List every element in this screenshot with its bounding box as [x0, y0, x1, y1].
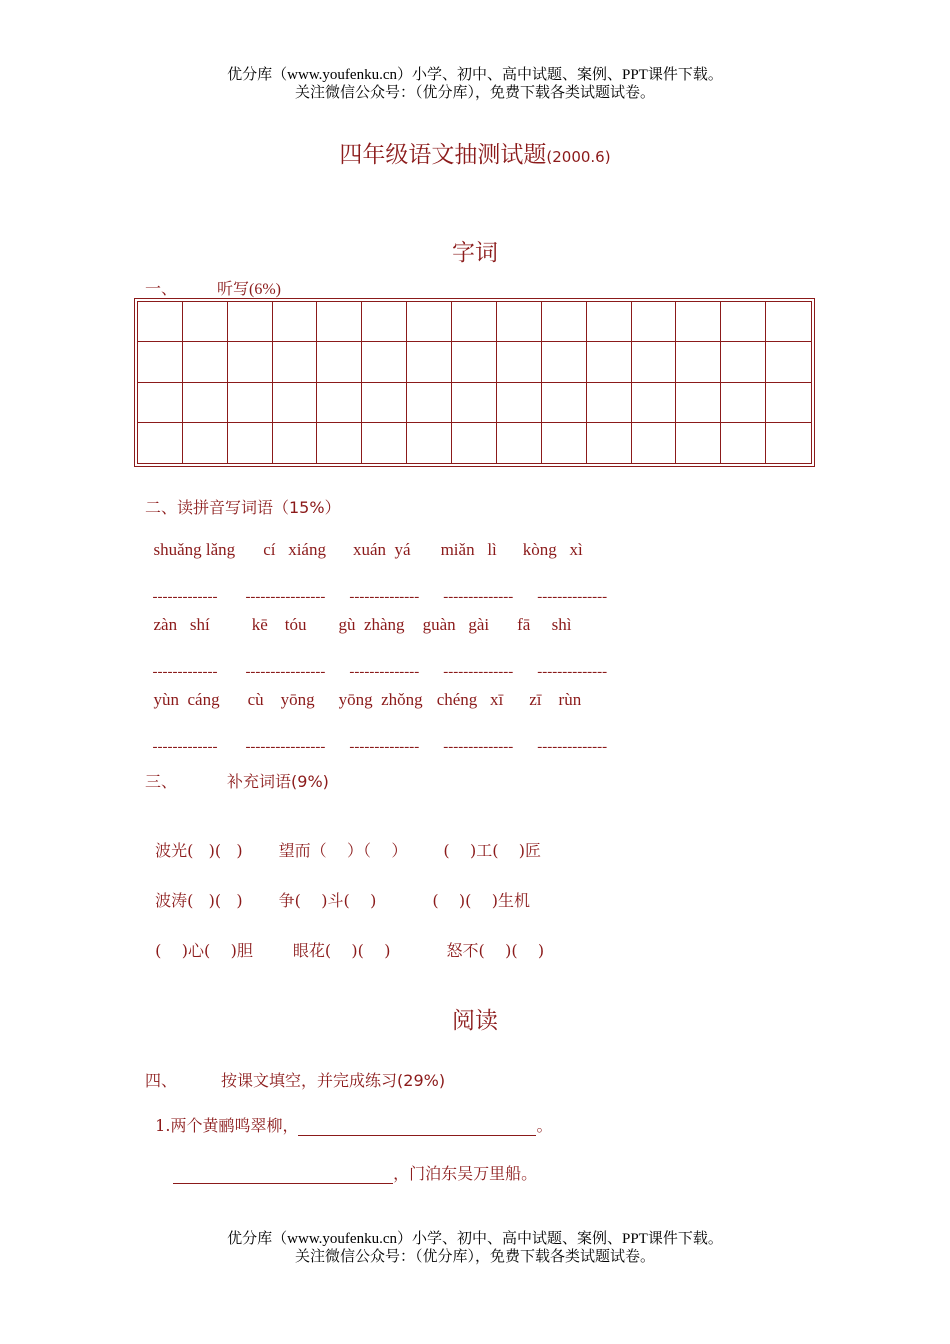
grid-cell[interactable] — [138, 383, 183, 423]
grid-cell[interactable] — [228, 302, 273, 342]
grid-cell[interactable] — [632, 302, 677, 342]
grid-cell[interactable] — [228, 383, 273, 423]
grid-cell[interactable] — [497, 423, 542, 463]
q2-pinyin-row-2 — [145, 595, 571, 635]
grid-cell[interactable] — [587, 383, 632, 423]
pinyin-item: zī rùn — [529, 690, 582, 709]
grid-cell[interactable] — [766, 383, 811, 423]
q1-label: 一、 — [145, 279, 178, 298]
grid-cell[interactable] — [587, 423, 632, 463]
grid-cell[interactable] — [632, 342, 677, 382]
q4-line-2 — [163, 1142, 537, 1184]
header-line-2: 关注微信公众号：（优分库），免费下载各类试题试卷。 — [294, 85, 655, 101]
grid-cell[interactable] — [407, 383, 452, 423]
pinyin-item: miǎn lì — [440, 540, 497, 559]
grid-cell[interactable] — [317, 302, 362, 342]
answer-dash: -------------- — [537, 589, 608, 605]
grid-cell[interactable] — [183, 302, 228, 342]
pinyin-item: kē tóu — [251, 615, 307, 634]
grid-cell[interactable] — [407, 342, 452, 382]
pinyin-item: gù zhàng — [338, 615, 405, 634]
q2-answer-line-3 — [145, 722, 607, 756]
pinyin-item: fā shì — [517, 615, 572, 634]
grid-cell[interactable] — [721, 302, 766, 342]
grid-cell[interactable] — [542, 383, 587, 423]
q2-pinyin-row-1 — [145, 520, 583, 560]
grid-cell[interactable] — [497, 383, 542, 423]
q4-line-1-prefix: 1.两个黄鹂鸣翠柳， — [155, 1116, 299, 1135]
grid-cell[interactable] — [676, 423, 721, 463]
grid-cell[interactable] — [766, 302, 811, 342]
grid-cell[interactable] — [721, 342, 766, 382]
grid-cell[interactable] — [632, 423, 677, 463]
grid-cell[interactable] — [183, 342, 228, 382]
pinyin-item: yùn cáng — [153, 690, 220, 709]
page-title — [0, 136, 950, 169]
fill-item: ( )工( )匠 — [443, 841, 542, 860]
fill-item: 眼花( )( ) — [292, 941, 391, 960]
grid-cell[interactable] — [362, 342, 407, 382]
grid-cell[interactable] — [632, 383, 677, 423]
q3-row-3 — [145, 919, 544, 961]
title-main: 四年级语文抽测试题 — [339, 142, 547, 168]
pinyin-item: zàn shí — [153, 615, 210, 634]
pinyin-item: chéng xī — [436, 690, 504, 709]
grid-cell[interactable] — [317, 423, 362, 463]
grid-cell[interactable] — [452, 302, 497, 342]
q3-label: 三、 — [145, 772, 178, 791]
grid-cell[interactable] — [676, 383, 721, 423]
grid-cell[interactable] — [362, 383, 407, 423]
answer-dash: ---------------- — [245, 739, 326, 755]
grid-cell[interactable] — [183, 383, 228, 423]
grid-cell[interactable] — [676, 342, 721, 382]
pinyin-item: guàn gài — [422, 615, 490, 634]
q1-text: 听写(6%) — [217, 281, 282, 298]
answer-dash: ---------------- — [245, 664, 326, 680]
pinyin-item: xuán yá — [352, 540, 411, 559]
grid-cell[interactable] — [542, 423, 587, 463]
grid-cell[interactable] — [273, 383, 318, 423]
q2-pinyin-row-3 — [145, 670, 581, 710]
q4-line-1 — [145, 1094, 552, 1136]
pinyin-item: yōng zhǒng — [338, 690, 423, 709]
fill-item: 怒不( )( ) — [446, 941, 545, 960]
grid-cell[interactable] — [273, 342, 318, 382]
q4-line-2-suffix: ，门泊东吴万里船。 — [393, 1164, 538, 1183]
answer-dash: ------------- — [152, 589, 218, 605]
grid-cell[interactable] — [452, 383, 497, 423]
answer-blank[interactable] — [173, 1167, 393, 1184]
answer-dash: ------------- — [152, 739, 218, 755]
answer-dash: -------------- — [349, 589, 420, 605]
answer-dash: ---------------- — [245, 589, 326, 605]
answer-dash: -------------- — [349, 739, 420, 755]
dictation-grid-cells — [137, 301, 812, 464]
answer-dash: -------------- — [443, 589, 514, 605]
grid-cell[interactable] — [721, 383, 766, 423]
fill-item: ( )( )生机 — [432, 891, 531, 910]
grid-cell[interactable] — [587, 342, 632, 382]
grid-cell[interactable] — [497, 302, 542, 342]
answer-blank[interactable] — [298, 1119, 536, 1136]
answer-dash: -------------- — [349, 664, 420, 680]
grid-cell[interactable] — [317, 383, 362, 423]
answer-dash: -------------- — [537, 739, 608, 755]
footer-line-1: 优分库（www.youfenku.cn）小学、初中、高中试题、案例、PPT课件下载。 — [227, 1231, 723, 1247]
grid-cell[interactable] — [362, 302, 407, 342]
grid-cell[interactable] — [228, 342, 273, 382]
q4-label: 四、 — [145, 1071, 178, 1090]
grid-cell[interactable] — [452, 342, 497, 382]
fill-item: 波光( )( ) — [155, 841, 243, 860]
q2-heading: 二、读拼音写词语（15%） — [145, 498, 341, 517]
grid-cell[interactable] — [407, 302, 452, 342]
answer-dash: -------------- — [537, 664, 608, 680]
grid-cell[interactable] — [273, 302, 318, 342]
grid-cell[interactable] — [138, 423, 183, 463]
grid-cell[interactable] — [542, 302, 587, 342]
q3-heading — [145, 769, 329, 792]
pinyin-item: cí xiáng — [263, 540, 326, 559]
grid-cell[interactable] — [676, 302, 721, 342]
grid-cell[interactable] — [587, 302, 632, 342]
section-words-heading: 字词 — [452, 240, 498, 266]
q4-line-1-suffix: 。 — [536, 1116, 553, 1135]
grid-cell[interactable] — [317, 342, 362, 382]
dictation-grid — [134, 298, 815, 467]
answer-dash: -------------- — [443, 739, 514, 755]
title-date: (2000.6) — [546, 148, 611, 166]
q3-row-2 — [145, 869, 530, 911]
grid-cell[interactable] — [452, 423, 497, 463]
grid-cell[interactable] — [766, 423, 811, 463]
section-reading-heading: 阅读 — [452, 1008, 498, 1034]
pinyin-item: cù yōng — [247, 690, 315, 709]
answer-dash: -------------- — [443, 664, 514, 680]
q4-heading — [145, 1068, 445, 1091]
q3-row-1 — [145, 819, 541, 861]
pinyin-item: kòng xì — [522, 540, 583, 559]
grid-cell[interactable] — [542, 342, 587, 382]
grid-cell[interactable] — [183, 423, 228, 463]
grid-cell[interactable] — [362, 423, 407, 463]
q4-text: 按课文填空，并完成练习(29%) — [221, 1071, 446, 1090]
grid-cell[interactable] — [497, 342, 542, 382]
fill-item: ( )心( )胆 — [155, 941, 253, 960]
grid-cell[interactable] — [138, 302, 183, 342]
grid-cell[interactable] — [273, 423, 318, 463]
answer-dash: ------------- — [152, 664, 218, 680]
q3-text: 补充词语(9%) — [227, 772, 329, 791]
grid-cell[interactable] — [721, 423, 766, 463]
header-line-1: 优分库（www.youfenku.cn）小学、初中、高中试题、案例、PPT课件下载。 — [227, 67, 723, 83]
pinyin-item: shuǎng lǎng — [153, 540, 236, 559]
fill-item: 望而（ ）（ ） — [278, 841, 408, 860]
footer-line-2: 关注微信公众号：（优分库），免费下载各类试题试卷。 — [294, 1249, 655, 1265]
grid-cell[interactable] — [407, 423, 452, 463]
grid-cell[interactable] — [138, 342, 183, 382]
grid-cell[interactable] — [228, 423, 273, 463]
grid-cell[interactable] — [766, 342, 811, 382]
q1-heading — [145, 276, 281, 299]
fill-item: 争( )斗( ) — [278, 891, 377, 910]
fill-item: 波涛( )( ) — [155, 891, 243, 910]
